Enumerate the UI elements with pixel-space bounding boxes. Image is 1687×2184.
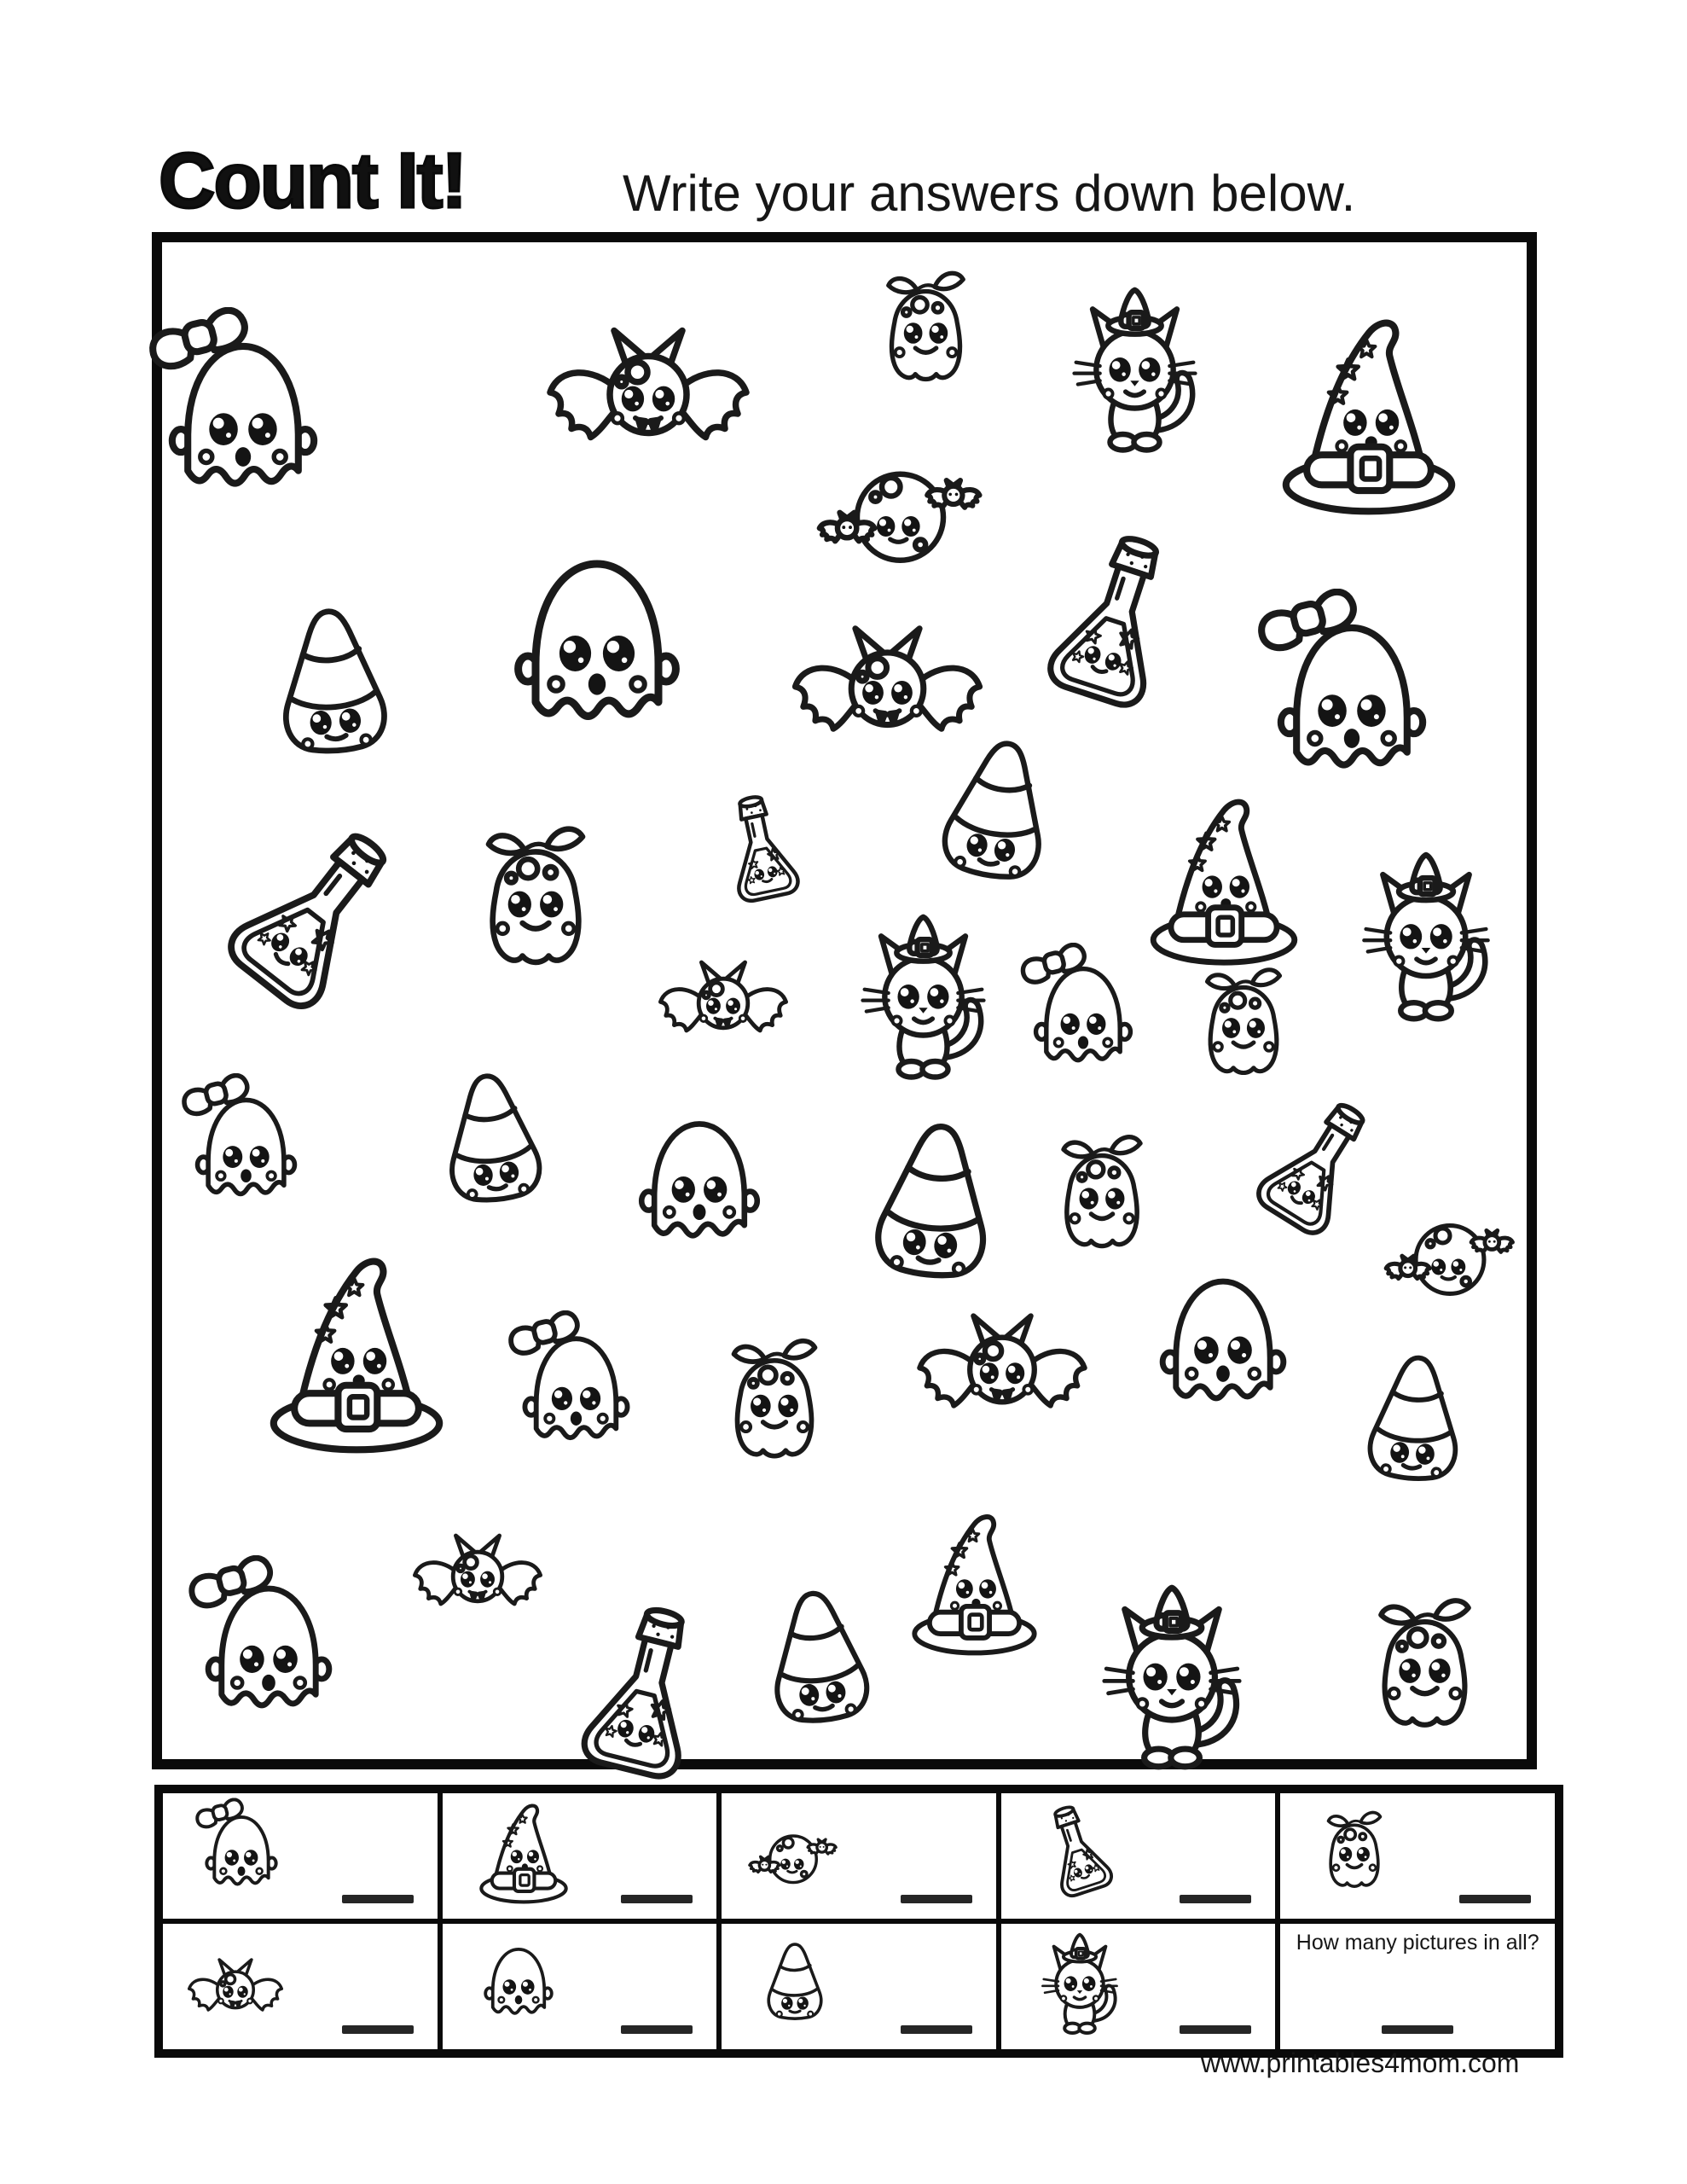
answer-line — [1382, 2025, 1453, 2034]
bat-icon — [185, 1934, 286, 2039]
potion-icon — [1023, 1799, 1133, 1913]
ghost-bow-illustration — [493, 1310, 659, 1477]
ghost-bow-illustration — [167, 1073, 325, 1231]
answer-line — [1459, 1895, 1531, 1903]
picture-scene-box — [152, 232, 1537, 1769]
cat-hat-illustration — [1332, 845, 1520, 1032]
bat-illustration — [542, 277, 755, 491]
witch-hat-illustration — [241, 1241, 472, 1472]
ghost-bow-illustration — [171, 1555, 367, 1751]
ghost-icon — [465, 1931, 572, 2042]
pumpkin-illustration — [851, 258, 1000, 408]
answer-line — [1180, 2025, 1251, 2034]
page-subtitle: Write your answers down below. — [623, 165, 1356, 222]
grid-cell-cat-hat — [999, 1921, 1278, 2052]
cat-hat-illustration — [1070, 1577, 1274, 1781]
witch-hat-illustration — [1254, 303, 1484, 533]
answer-line — [342, 2025, 414, 2034]
bat-illustration — [913, 1271, 1092, 1450]
grid-cell-moon-bats — [719, 1791, 999, 1921]
candy-corn-illustration — [722, 1565, 914, 1757]
grid-cell-witch-hat — [440, 1791, 720, 1921]
moon-bats-illustration — [809, 416, 992, 600]
answer-line — [621, 2025, 693, 2034]
cat-hat-illustration — [832, 907, 1015, 1090]
answer-line — [901, 2025, 972, 2034]
pumpkin-illustration — [442, 810, 629, 998]
pumpkin-icon — [1302, 1802, 1406, 1910]
answer-line — [1180, 1895, 1251, 1903]
potion-illustration — [984, 498, 1242, 756]
page-title: Count It! — [159, 137, 467, 224]
answer-line — [342, 1895, 414, 1903]
candy-corn-illustration — [230, 584, 435, 789]
witch-hat-icon — [465, 1795, 583, 1917]
grid-cell-bat — [160, 1921, 440, 2052]
potion-illustration — [156, 766, 467, 1077]
grid-question: How many pictures in all? — [1296, 1931, 1539, 1955]
ghost-illustration — [1125, 1248, 1321, 1444]
candy-corn-illustration — [890, 708, 1102, 921]
moon-bats-icon — [744, 1804, 843, 1908]
answer-line — [901, 1895, 972, 1903]
cat-hat-icon — [1023, 1928, 1136, 2045]
ghost-illustration — [606, 1092, 793, 1280]
witch-hat-illustration — [891, 1502, 1058, 1669]
grid-cell-pumpkin — [1278, 1791, 1557, 1921]
ghost-illustration — [469, 520, 725, 776]
answer-line — [621, 1895, 693, 1903]
ghost-bow-illustration — [128, 307, 358, 537]
footer-url: www.printables4mom.com — [1201, 2048, 1520, 2078]
candy-corn-illustration — [399, 1049, 587, 1237]
pumpkin-illustration — [693, 1325, 855, 1487]
grid-cell-ghost — [440, 1921, 720, 2052]
grid-cell-candy-corn — [719, 1921, 999, 2052]
candy-corn-illustration — [1325, 1334, 1503, 1512]
grid-cell-potion — [999, 1791, 1278, 1921]
pumpkin-illustration — [1337, 1583, 1512, 1758]
moon-bats-illustration — [1377, 1180, 1522, 1325]
ghost-bow-icon — [185, 1798, 298, 1914]
ghost-bow-illustration — [1006, 943, 1160, 1096]
bat-illustration — [655, 928, 791, 1065]
cat-hat-illustration — [1043, 280, 1226, 463]
answer-grid — [154, 1785, 1563, 2058]
candy-corn-icon — [744, 1933, 846, 2040]
bat-illustration — [409, 1502, 546, 1638]
potion-illustration — [686, 777, 838, 929]
grid-cell-total — [1278, 1921, 1557, 2052]
grid-cell-ghost-bow — [160, 1791, 440, 1921]
